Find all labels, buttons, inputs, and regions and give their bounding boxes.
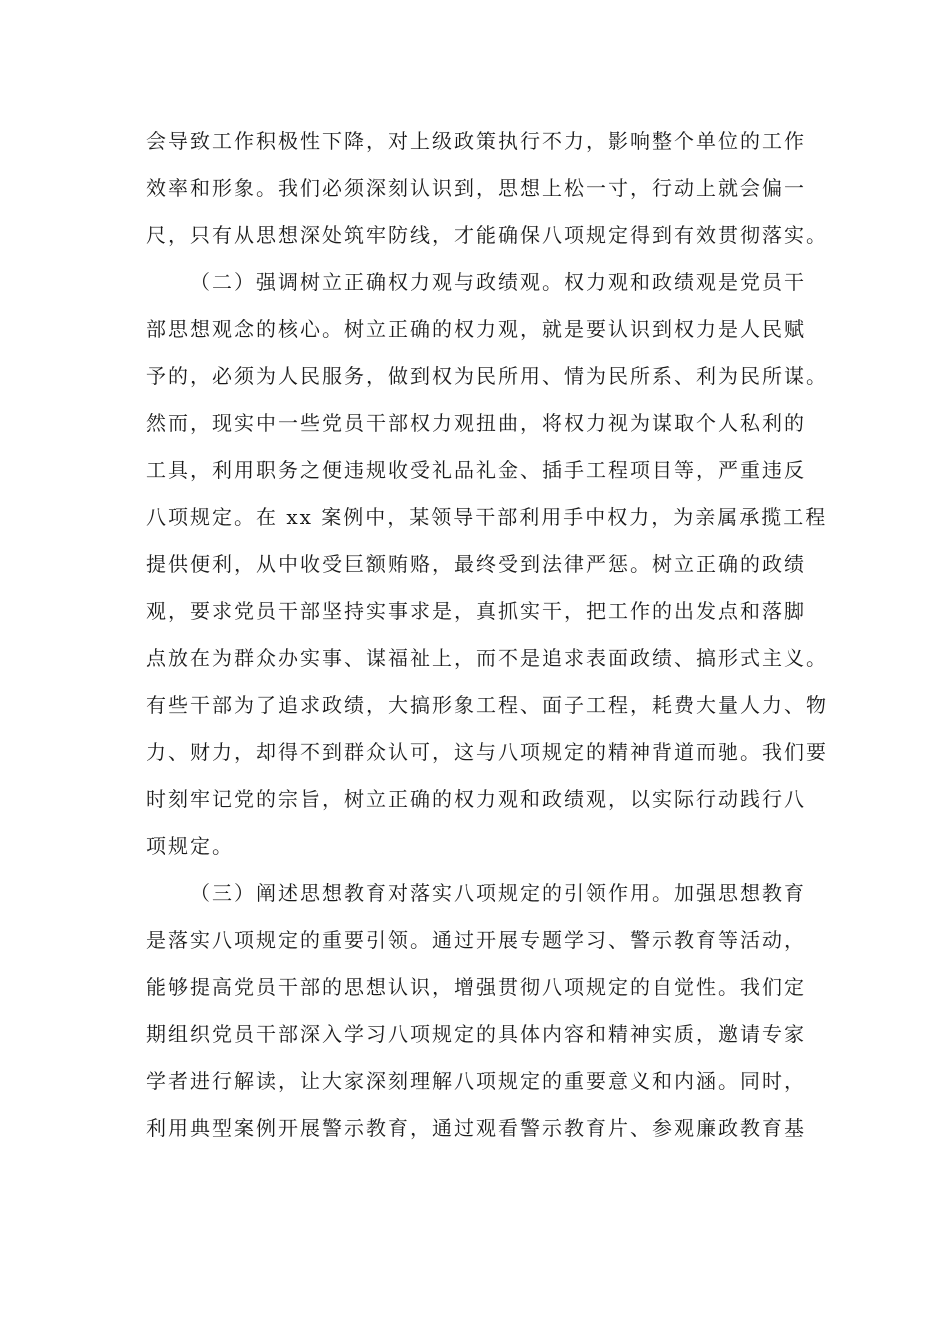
text-line: 然而，现实中一些党员干部权力观扭曲，将权力视为谋取个人私利的 [146, 411, 806, 435]
text-line: 时刻牢记党的宗旨，树立正确的权力观和政绩观，以实际行动践行八 [146, 787, 806, 811]
text-line: 学者进行解读，让大家深刻理解八项规定的重要意义和内涵。同时， [146, 1069, 806, 1093]
section-heading-line: （二）强调树立正确权力观与政绩观。权力观和政绩观是党员干 [190, 270, 806, 294]
text-line: 有些干部为了追求政绩，大搞形象工程、面子工程，耗费大量人力、物 [146, 693, 828, 717]
text-line: 能够提高党员干部的思想认识，增强贯彻八项规定的自觉性。我们定 [146, 975, 806, 999]
text-line: 工具，利用职务之便违规收受礼品礼金、插手工程项目等，严重违反 [146, 458, 806, 482]
section-heading-line: （三）阐述思想教育对落实八项规定的引领作用。加强思想教育 [190, 881, 806, 905]
text-line: 力、财力，却得不到群众认可，这与八项规定的精神背道而驰。我们要 [146, 740, 828, 764]
text-line: 观，要求党员干部坚持实事求是，真抓实干，把工作的出发点和落脚 [146, 599, 806, 623]
paragraph-continued [146, 121, 828, 262]
document-body [146, 121, 828, 1155]
text-line: 八项规定。在 xx 案例中，某领导干部利用手中权力，为亲属承揽工程 [146, 505, 828, 529]
text-line: 是落实八项规定的重要引领。通过开展专题学习、警示教育等活动， [146, 928, 806, 952]
text-line: 点放在为群众办实事、谋福祉上，而不是追求表面政绩、搞形式主义。 [146, 646, 828, 670]
text-line: 效率和形象。我们必须深刻认识到，思想上松一寸，行动上就会偏一 [146, 176, 806, 200]
text-line: 利用典型案例开展警示教育，通过观看警示教育片、参观廉政教育基 [146, 1116, 806, 1140]
paragraph-power-and-performance-view [146, 262, 828, 873]
text-line: 会导致工作积极性下降，对上级政策执行不力，影响整个单位的工作 [146, 129, 806, 153]
paragraph-ideological-education [146, 873, 808, 1155]
text-line: 予的，必须为人民服务，做到权为民所用、情为民所系、利为民所谋。 [146, 364, 828, 388]
text-line: 期组织党员干部深入学习八项规定的具体内容和精神实质，邀请专家 [146, 1022, 806, 1046]
text-line: 提供便利，从中收受巨额贿赂，最终受到法律严惩。树立正确的政绩 [146, 552, 806, 576]
text-line: 尺，只有从思想深处筑牢防线，才能确保八项规定得到有效贯彻落实。 [146, 223, 828, 247]
text-line: 部思想观念的核心。树立正确的权力观，就是要认识到权力是人民赋 [146, 317, 806, 341]
text-line: 项规定。 [146, 834, 234, 858]
